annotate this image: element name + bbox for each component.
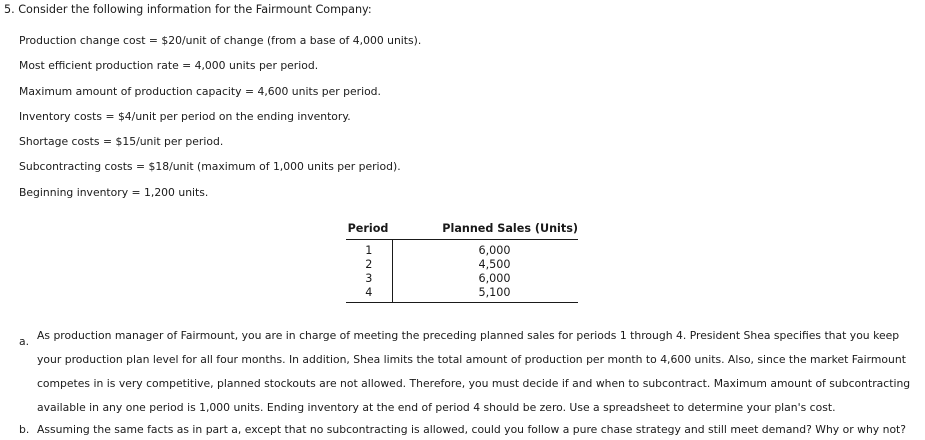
info-production-change-cost: Production change cost = $20/unit of change (from a base of 4,000 units). [19,34,422,47]
period-cell: 3 [346,272,392,286]
info-subcontracting-costs: Subcontracting costs = $18/unit (maximum of 1,000 units per period). [19,160,401,174]
part-b [19,422,919,438]
question-title: 5. Consider the following information for the Fairmount Company: [4,3,372,16]
info-max-capacity: Maximum amount of production capacity = 4,600 units per period. [19,84,381,98]
period-header: Period [346,218,392,240]
sales-cell: 6,000 [478,272,511,285]
info-efficient-production-rate: Most efficient production rate = 4,000 units per period. [19,59,319,73]
info-beginning-inventory: Beginning inventory = 1,200 units. [19,185,209,199]
period-cell: 2 [346,258,392,272]
sales-cell: 6,000 [478,244,511,257]
sales-cell: 5,100 [392,286,578,303]
table-header-row [346,218,578,240]
planned-sales-table [346,218,578,303]
info-inventory-costs: Inventory costs = $4/unit per period on the ending inventory. [19,109,351,123]
table-row [346,258,578,272]
part-a [19,330,919,420]
sales-cell: 4,500 [478,258,511,271]
table-row [346,272,578,286]
part-b-label: b. [19,423,30,436]
planned-sales-header: Planned Sales (Units) [392,218,578,240]
part-a-text: As production manager of Fairmount, you are in charge of meeting the preceding planned sales for periods 1 through 4. President Shea specifies that you keep your production plan level for all four months. In addition, Shea limits the total amount of production per month to 4,600 units. Also, since the market Fairmount competes in is very competitive, planned stockouts are not allowed. Therefore, you must decide if and when to subcontract. Maximum amount of subcontracting available in any one period is 1,000 units. Ending inventory at the end of period 4 should be zero. Use a spreadsheet to determine your plan's cost. [37,329,911,414]
info-shortage-costs: Shortage costs = $15/unit per period. [19,135,224,149]
table-row [346,286,578,303]
period-cell: 1 [346,240,392,259]
part-b-text: Assuming the same facts as in part a, except that no subcontracting is allowed, could you follow a pure chase strategy and still meet demand? Why or why not? [37,423,907,436]
table-row [346,240,578,259]
part-a-label: a. [19,335,30,348]
period-cell: 4 [346,286,392,303]
info-list [19,34,421,211]
